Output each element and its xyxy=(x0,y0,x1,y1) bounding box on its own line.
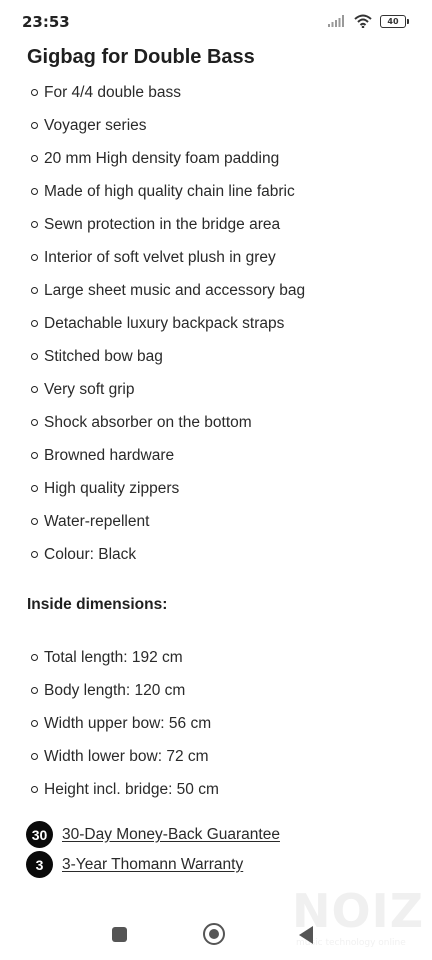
wifi-icon xyxy=(354,14,372,28)
bullet-icon xyxy=(31,485,38,492)
feature-text: Stitched bow bag xyxy=(44,348,163,365)
bullet-icon xyxy=(31,254,38,261)
bullet-icon xyxy=(31,518,38,525)
back-icon[interactable] xyxy=(299,926,313,944)
list-item xyxy=(31,340,305,373)
warranty-badge: 3 xyxy=(26,851,53,878)
feature-text: 20 mm High density foam padding xyxy=(44,150,280,167)
list-item xyxy=(31,406,305,439)
bullet-icon xyxy=(31,221,38,228)
page-title: Gigbag for Double Bass xyxy=(27,46,255,68)
bullet-icon xyxy=(31,287,38,294)
feature-list xyxy=(31,76,305,571)
feature-text: Water-repellent xyxy=(44,513,150,530)
bullet-icon xyxy=(31,687,38,694)
warranty-link[interactable]: 3-Year Thomann Warranty xyxy=(62,855,244,873)
list-item xyxy=(31,373,305,406)
dimensions-list xyxy=(31,641,219,806)
bullet-icon xyxy=(31,786,38,793)
list-item xyxy=(31,472,305,505)
bullet-icon xyxy=(31,452,38,459)
feature-text: For 4/4 double bass xyxy=(44,84,182,101)
feature-text: Colour: Black xyxy=(44,546,137,563)
status-time: 23:53 xyxy=(22,13,70,31)
bullet-icon xyxy=(31,720,38,727)
list-item xyxy=(31,674,219,707)
list-item xyxy=(31,109,305,142)
feature-text: Large sheet music and accessory bag xyxy=(44,282,306,299)
signal-icon xyxy=(328,15,346,27)
list-item xyxy=(31,439,305,472)
feature-text: Browned hardware xyxy=(44,447,175,464)
list-item xyxy=(31,707,219,740)
system-nav-bar xyxy=(0,910,432,960)
list-item xyxy=(31,175,305,208)
bullet-icon xyxy=(31,753,38,760)
bullet-icon xyxy=(31,386,38,393)
list-item xyxy=(31,274,305,307)
dimension-text: Body length: 120 cm xyxy=(44,682,186,699)
bullet-icon xyxy=(31,551,38,558)
money-back-guarantee xyxy=(26,821,280,848)
feature-text: Detachable luxury backpack straps xyxy=(44,315,285,332)
dimension-text: Height incl. bridge: 50 cm xyxy=(44,781,219,798)
bullet-icon xyxy=(31,188,38,195)
list-item xyxy=(31,641,219,674)
dimensions-heading: Inside dimensions: xyxy=(27,596,168,613)
watermark-brand: NOIZ xyxy=(292,884,425,938)
list-item xyxy=(31,505,305,538)
guarantee-badge: 30 xyxy=(26,821,53,848)
status-bar xyxy=(0,0,432,40)
feature-text: Sewn protection in the bridge area xyxy=(44,216,281,233)
watermark-tagline: music technology online xyxy=(296,938,406,948)
warranty xyxy=(26,851,243,878)
bullet-icon xyxy=(31,155,38,162)
list-item xyxy=(31,76,305,109)
feature-text: High quality zippers xyxy=(44,480,180,497)
dimension-text: Width upper bow: 56 cm xyxy=(44,715,212,732)
status-icons xyxy=(328,14,406,28)
home-icon[interactable] xyxy=(203,923,225,945)
bullet-icon xyxy=(31,89,38,96)
feature-text: Made of high quality chain line fabric xyxy=(44,183,295,200)
feature-text: Shock absorber on the bottom xyxy=(44,414,252,431)
list-item xyxy=(31,208,305,241)
list-item xyxy=(31,307,305,340)
feature-text: Interior of soft velvet plush in grey xyxy=(44,249,276,266)
bullet-icon xyxy=(31,654,38,661)
feature-text: Very soft grip xyxy=(44,381,135,398)
dimension-text: Total length: 192 cm xyxy=(44,649,183,666)
battery-icon: 40 xyxy=(380,15,406,28)
bullet-icon xyxy=(31,122,38,129)
feature-text: Voyager series xyxy=(44,117,147,134)
list-item xyxy=(31,241,305,274)
bullet-icon xyxy=(31,419,38,426)
dimension-text: Width lower bow: 72 cm xyxy=(44,748,209,765)
list-item xyxy=(31,740,219,773)
bullet-icon xyxy=(31,353,38,360)
list-item xyxy=(31,142,305,175)
bullet-icon xyxy=(31,320,38,327)
list-item xyxy=(31,773,219,806)
list-item xyxy=(31,538,305,571)
recents-icon[interactable] xyxy=(112,927,127,942)
money-back-guarantee-link[interactable]: 30-Day Money-Back Guarantee xyxy=(62,825,280,843)
